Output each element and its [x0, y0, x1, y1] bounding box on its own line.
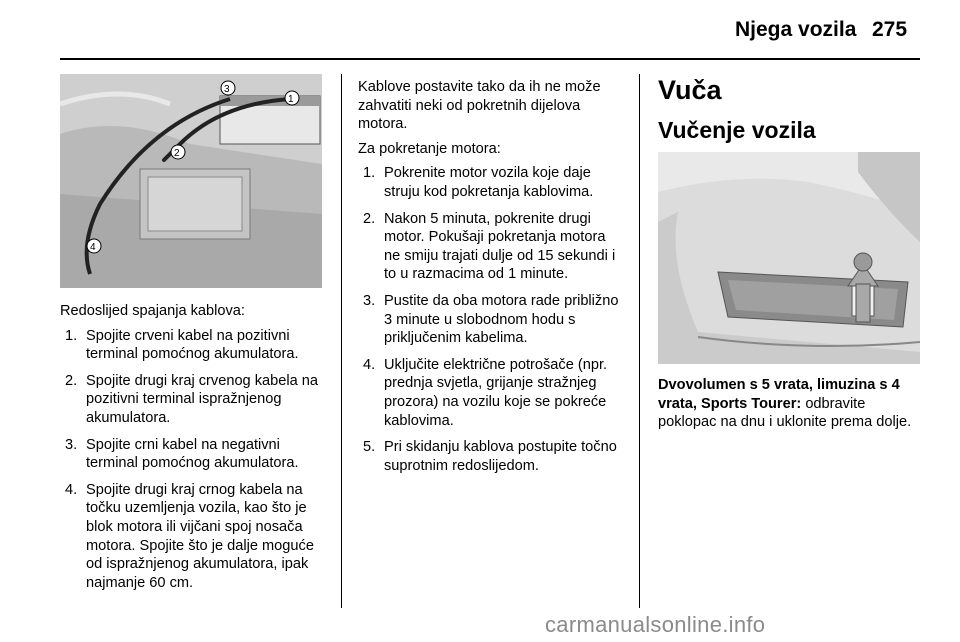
- list-item: 3. Spojite crni kabel na negativni terminal pomoćnog akumulatora.: [65, 436, 299, 472]
- list-item: 4. Uključite električne potrošače (npr. prednja svjetla, grijanje stražnjeg prozora) na vozilu koje se pokreće kablovima.: [363, 356, 608, 429]
- caption-text: odbravite poklopac na dnu i uklonite prema dolje.: [658, 395, 912, 431]
- header-rule: [60, 58, 920, 60]
- col2-intro: Za pokretanje motora:: [358, 140, 501, 157]
- page-header-title: Njega vozila: [735, 18, 857, 41]
- col1-intro: Redoslijed spajanja kablova:: [60, 303, 245, 319]
- list-item: 2. Nakon 5 minuta, pokrenite drugi motor. Pokušaji pokretanja motora ne smiju trajati dulje od 15 sekundi i to u razmacima od 1 minute.: [363, 210, 616, 283]
- callout-1: 1: [288, 94, 294, 105]
- watermark: carmanualsonline.info: [545, 612, 766, 637]
- caption: [658, 376, 920, 432]
- list-item: 3. Pustite da oba motora rade približno 3 minute u slobodnom hodu s priključenim kabelima.: [363, 292, 619, 347]
- column-3-caption: [658, 376, 920, 438]
- col1-steps: [60, 327, 326, 593]
- callout-4: 4: [90, 242, 96, 253]
- bumper-figure: [658, 152, 920, 364]
- subsection-heading: Vučenje vozila: [658, 117, 816, 143]
- list-item: 5. Pri skidanju kablova postupite točno suprotnim redoslijedom.: [363, 439, 617, 474]
- list-item: 1. Spojite crveni kabel na pozitivni terminal pomoćnog akumulatora.: [65, 327, 299, 363]
- list-item: 1. Pokrenite motor vozila koje daje struju kod pokretanja kablovima.: [363, 165, 594, 200]
- list-item: 2. Spojite drugi kraj crvenog kabela na pozitivni terminal ispražnjenog akumulatora.: [65, 372, 319, 426]
- column-1: [60, 302, 326, 600]
- list-item: 4. Spojite drugi kraj crnog kabela na točku uzemljenja vozila, kao što je blok motora ili vijčani spoj nosača motora. Spojite što je dalje moguće od ispražnjenog akumulatora, ipak najmanje 60 cm.: [65, 481, 314, 591]
- column-divider-2: [639, 74, 640, 608]
- column-2: [358, 78, 624, 483]
- page-number: 275: [872, 18, 908, 41]
- column-divider-1: [341, 74, 342, 608]
- caption-bold: Dvovolumen s 5 vrata, limuzina s 4 vrata, Sports Tourer:: [658, 377, 900, 412]
- section-heading: Vuča: [658, 75, 722, 105]
- jump-start-figure: [60, 74, 322, 288]
- col2-steps: [358, 164, 624, 475]
- col2-para: Kablove postavite tako da ih ne može zahvatiti neki od pokretnih dijelova motora.: [358, 79, 601, 133]
- callout-2: 2: [174, 148, 180, 159]
- callout-3: 3: [224, 84, 230, 95]
